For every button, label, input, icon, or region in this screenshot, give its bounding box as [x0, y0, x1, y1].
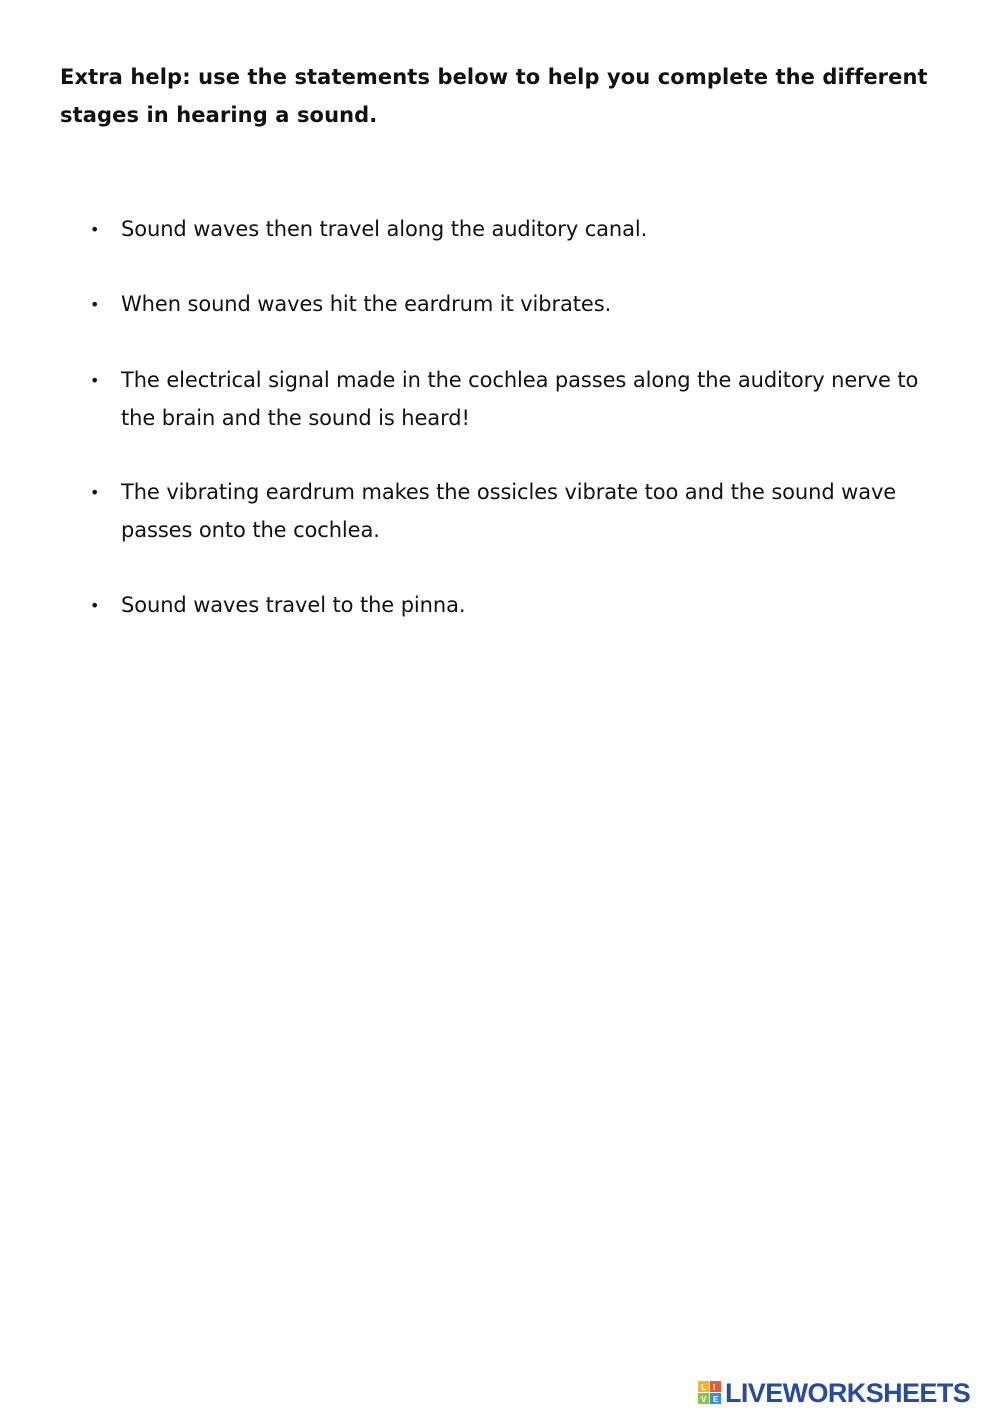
- bullet-icon: •: [90, 596, 100, 615]
- statement-item: [90, 286, 940, 324]
- statement-item: [90, 362, 940, 437]
- statement-text: Sound waves travel to the pinna.: [121, 593, 466, 617]
- svg-text:E: E: [713, 1395, 719, 1404]
- statement-text: The vibrating eardrum makes the ossicles vibrate too and the sound wave passes onto the cochlea.: [121, 480, 897, 542]
- statement-text: The electrical signal made in the cochlea passes along the auditory nerve to the brain and the sound is heard!: [121, 368, 919, 430]
- statement-item: [90, 587, 940, 625]
- statement-text: Sound waves then travel along the auditory canal.: [121, 217, 648, 241]
- bullet-icon: •: [90, 371, 100, 390]
- liveworksheets-logo-icon: [698, 1381, 722, 1405]
- liveworksheets-wordmark: LIVEWORKSHEETS: [725, 1378, 971, 1408]
- statement-item: [90, 474, 940, 549]
- svg-text:I: I: [713, 1383, 716, 1392]
- bullet-icon: •: [90, 483, 100, 502]
- svg-text:L: L: [701, 1383, 706, 1392]
- statement-item: [90, 211, 940, 249]
- statement-text: When sound waves hit the eardrum it vibrates.: [121, 292, 612, 316]
- liveworksheets-watermark: [698, 1378, 970, 1408]
- bullet-icon: •: [90, 295, 100, 314]
- intro-instructions: Extra help: use the statements below to help you complete the different stages in hearing a sound.: [60, 65, 928, 127]
- bullet-icon: •: [90, 220, 100, 239]
- svg-text:V: V: [701, 1395, 707, 1404]
